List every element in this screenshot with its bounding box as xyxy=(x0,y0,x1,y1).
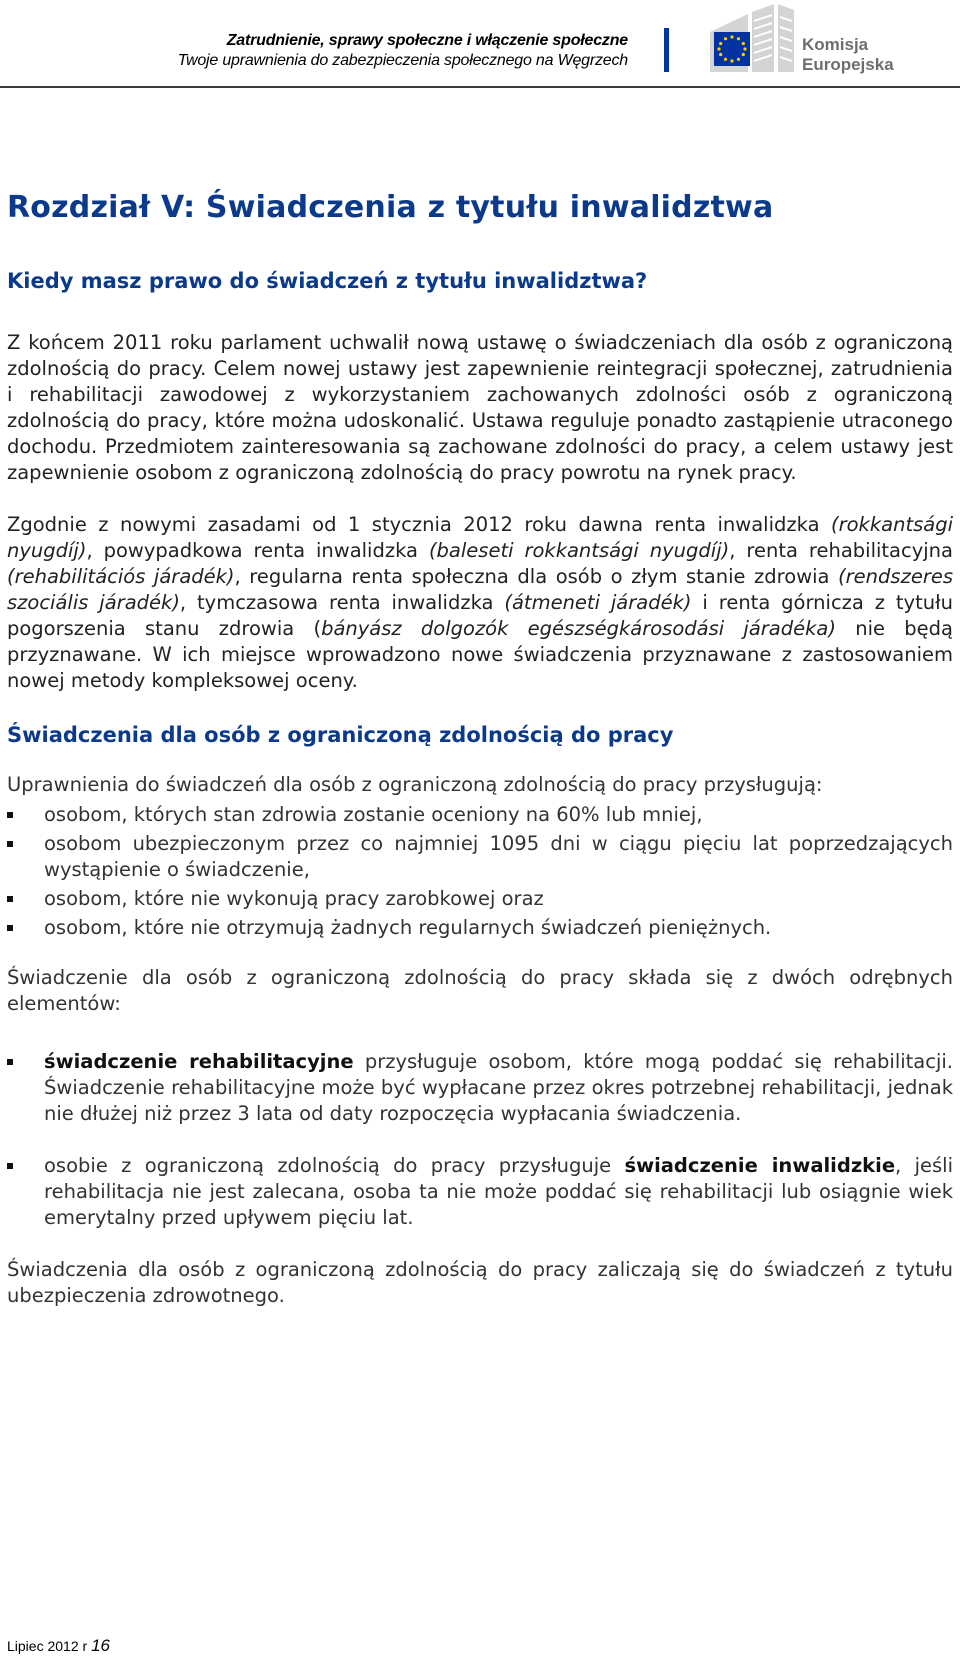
header-separator-bar xyxy=(664,28,669,72)
list-item: osobie z ograniczoną zdolnością do pracy przysługuje świadczenie inwalidzkie, jeśli rehabilitacja nie jest zalecana, osoba ta nie może poddać się rehabilitacji lub osiągnie wiek emerytalny przed upływem pięciu lat. xyxy=(7,1153,953,1231)
section-heading-eligibility: Kiedy masz prawo do świadczeń z tytułu inwalidztwa? xyxy=(7,269,648,293)
header-line-2: Twoje uprawnienia do zabezpieczenia społecznego na Węgrzech xyxy=(177,52,628,69)
document-body xyxy=(7,186,953,1309)
list-item: osobom, których stan zdrowia zostanie oceniony na 60% lub mniej, xyxy=(7,802,953,828)
paragraph-elements-intro: Świadczenie dla osób z ograniczoną zdolnością do pracy składa się z dwóch odrębnych elementów: xyxy=(7,966,953,1015)
paragraph-new-act: Z końcem 2011 roku parlament uchwalił nową ustawę o świadczeniach dla osób z ograniczoną zdolnością do pracy. Celem nowej ustawy jest zapewnienie reintegracji społecznej, zatrudnienia i rehabilitacji zawodowej z wykorzystaniem zachowanych zdolności osób z ograniczoną zdolnością do pracy, które można udoskonalić. Ustawa reguluje ponadto zastąpienie utraconego dochodu. Przedmiotem zainteresowania są zachowane zdolności do pracy, a celem ustawy jest zapewnienie osobom z ograniczoną zdolnością do pracy powrotu na rynek pracy. xyxy=(7,331,953,484)
square-bullet-icon xyxy=(7,925,13,931)
square-bullet-icon xyxy=(7,841,13,847)
header-text xyxy=(178,31,628,71)
square-bullet-icon xyxy=(7,1059,13,1065)
square-bullet-icon xyxy=(7,1163,13,1169)
entitlement-list xyxy=(7,802,953,941)
list-item: świadczenie rehabilitacyjne przysługuje osobom, które mogą poddać się rehabilitacji. Świadczenie rehabilitacyjne może być wypłacane przez okres potrzebnej rehabilitacji, jednak nie dłużej niż przez 3 lata od daty rozpoczęcia wypłacania świadczenia. xyxy=(7,1049,953,1127)
square-bullet-icon xyxy=(7,812,13,818)
header-line-1: Zatrudnienie, sprawy społeczne i włączenie społeczne xyxy=(226,32,628,49)
list-item: osobom ubezpieczonym przez co najmniej 1095 dni w ciągu pięciu lat poprzedzających wystąpienie o świadczenie, xyxy=(7,831,953,883)
chapter-title: Rozdział V: Świadczenia z tytułu inwalidztwa xyxy=(7,190,774,225)
paragraph-entitlement-intro: Uprawnienia do świadczeń dla osób z ograniczoną zdolnością do pracy przysługują: xyxy=(7,773,823,796)
page-footer xyxy=(7,1636,110,1656)
logo-text-line-1: Komisja xyxy=(802,35,869,54)
list-item: osobom, które nie otrzymują żadnych regularnych świadczeń pieniężnych. xyxy=(7,915,953,941)
paragraph-closing: Świadczenia dla osób z ograniczoną zdolnością do pracy zaliczają się do świadczeń z tytułu ubezpieczenia zdrowotnego. xyxy=(7,1258,953,1307)
page-header xyxy=(0,0,960,88)
european-commission-logo xyxy=(690,2,960,82)
page-number: 16 xyxy=(91,1636,110,1655)
paragraph-new-rules: Zgodnie z nowymi zasadami od 1 stycznia 2012 roku dawna renta inwalidzka (rokkantsági nyugdíj), powypadkowa renta inwalidzka (baleseti rokkantsági nyugdíj), renta rehabilitacyjna (rehabilitációs járadék), regularna renta społeczna dla osób o złym stanie zdrowia (rendszeres szociális járadék), tymczasowa renta inwalidzka (átmeneti járadék) i renta górnicza z tytułu pogorszenia stanu zdrowia (bányász dolgozók egészségkárosodási járadéka) nie będą przyznawane. W ich miejsce wprowadzono nowe świadczenia przyznawane z zastosowaniem nowej metody kompleksowej oceny. xyxy=(7,513,953,692)
elements-list xyxy=(7,1049,953,1231)
footer-date: Lipiec 2012 r xyxy=(7,1638,92,1654)
header-rule xyxy=(0,86,960,88)
section-heading-benefits: Świadczenia dla osób z ograniczoną zdolnością do pracy xyxy=(7,723,674,747)
list-item: osobom, które nie wykonują pracy zarobkowej oraz xyxy=(7,886,953,912)
square-bullet-icon xyxy=(7,896,13,902)
logo-text-line-2: Europejska xyxy=(802,55,894,74)
